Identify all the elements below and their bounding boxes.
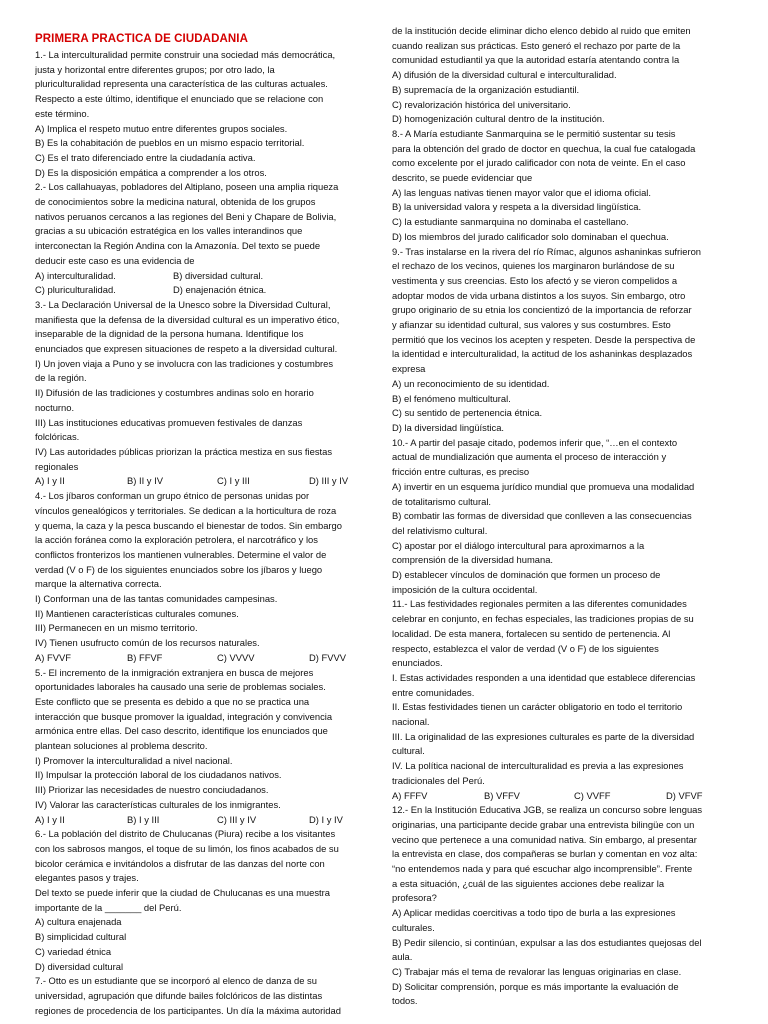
text-line: manifiesta que la defensa de la diversidad cultural es un imperativo ético, (35, 313, 340, 325)
text-line: para la obtención del grado de doctor en quechua, la cual fue catalogada (392, 142, 696, 154)
text-line: 7.- Otto es un estudiante que se incorporó al elenco de danza de su (35, 975, 317, 987)
text-line: D) los miembros del jurado calificador solo dominaban el quechua. (392, 230, 669, 242)
text-line: nativos peruanos cercanos a las regiones del Beni y Chapare de Bolivia, (35, 210, 337, 222)
answer-options-row (35, 651, 391, 666)
text-line: enunciados que expresen situaciones de respeto a la diversidad cultural. (35, 343, 338, 355)
text-line: enunciados. (392, 657, 443, 669)
text-line: 11.- Las festividades regionales permiten a las diferentes comunidades (392, 598, 687, 610)
text-line: B) Pedir silencio, si continúan, expulsar a las dos estudiantes quejosas del (392, 936, 702, 948)
answer-options-row (392, 789, 748, 804)
text-line: II) Impulsar la protección laboral de los ciudadanos nativos. (35, 769, 282, 781)
text-line: permitió que los vecinos los acepten y respeten. Desde la perspectiva de (392, 333, 696, 345)
text-line: celebrar en conjunto, en fechas especiales, las tradiciones propias de su (392, 613, 694, 625)
text-line: actual de mundialización que aumenta el proceso de interacción y (392, 451, 667, 463)
text-line: C) la estudiante sanmarquina no dominaba el castellano. (392, 216, 629, 228)
text-line: nocturno. (35, 401, 75, 413)
answer-option: D) VFVF (666, 789, 703, 801)
text-line: conflictos fronterizos los mantienen vulnerables. Determine el valor de (35, 548, 327, 560)
text-line: III) Las instituciones educativas promueven festivales de danzas (35, 416, 303, 428)
text-line: D) Solicitar comprensión, porque es más importante la evaluación de (392, 980, 679, 992)
text-line: I. Estas actividades responden a una identidad que establece diferencias (392, 671, 696, 683)
text-line: comprensión de la diversidad humana. (392, 554, 554, 566)
text-line: B) supremacía de la organización estudiantil. (392, 83, 580, 95)
text-line: A) difusión de la diversidad cultural e interculturalidad. (392, 69, 617, 81)
text-line: localidad. De esta manera, fortalecen su sentido de pertenencia. Al (392, 627, 671, 639)
text-line: C) apostar por el diálogo intercultural para aproximarnos a la (392, 539, 645, 551)
text-line: B) combatir las formas de diversidad que conlleven a las consecuencias (392, 510, 692, 522)
text-line: 6.- La población del distrito de Chulucanas (Piura) recibe a los visitantes (35, 828, 336, 840)
answer-option: D) III y IV (309, 475, 349, 487)
text-line: A) Implica el respeto mutuo entre diferentes grupos sociales. (35, 122, 288, 134)
text-line: B) Es la cohabitación de pueblos en un mismo espacio territorial. (35, 137, 305, 149)
text-line: Este conflicto que se presenta es debido a que no se practica una (35, 695, 310, 707)
text-line: aula. (392, 951, 413, 963)
text-line: vínculos genealógicos y territoriales. Se dedican a la horticultura de roza (35, 504, 337, 516)
text-line: C) variedad étnica (35, 945, 112, 957)
answer-option: A) I y II (35, 475, 65, 487)
text-line: expresa (392, 363, 426, 375)
text-line: A) un reconocimiento de su identidad. (392, 377, 550, 389)
answer-option: C) VVFF (574, 789, 611, 801)
text-line: cuando realizan sus prácticas. Esto generó el rechazo por parte de la (392, 39, 681, 51)
text-line: II. Estas festividades tienen un carácter obligatorio en todo el territorio (392, 701, 683, 713)
text-line: A) invertir en un esquema jurídico mundial que promueva una modalidad (392, 480, 695, 492)
answer-options-row (35, 474, 391, 489)
text-line: D) Es la disposición empática a comprender a los otros. (35, 166, 267, 178)
text-line: comunidad estudiantil ya que la autoridad estaría atentando contra la (392, 54, 680, 66)
text-line: tradicionales del Perú. (392, 774, 485, 786)
text-line: C) revalorización histórica del universitario. (392, 98, 571, 110)
text-line: a esta situación, ¿cuál de las siguientes acciones debe realizar la (392, 877, 665, 889)
left-column-text (35, 48, 391, 1018)
text-line: 3.- La Declaración Universal de la Unesco sobre la Diversidad Cultural, (35, 298, 331, 310)
text-line: de la región. (35, 372, 87, 384)
text-line: imposición de la cultura occidental. (392, 583, 538, 595)
right-column (392, 24, 748, 1009)
text-line: I) Un joven viaja a Puno y se involucra con las tradiciones y costumbres (35, 357, 334, 369)
text-line: pluriculturalidad representa una característica de las culturas actuales. (35, 78, 328, 90)
text-line: grupo originario de su etnia los concientizó de la importancia de reforzar (392, 304, 692, 316)
answer-option: C) VVVV (217, 651, 255, 663)
text-line: y afianzar su identidad cultural, sus valores y sus costumbres. Esto (392, 319, 671, 331)
text-line: como excelente por el jurado calificador con nota de veinte. En el caso (392, 157, 686, 169)
text-line: vestimenta y sus creencias. Esto los afectó y se vieron compelidos a (392, 274, 678, 286)
text-line: armónica entre ellas. Del caso descrito, identifique los enunciados que (35, 725, 328, 737)
text-line: interconectan la Región Andina con la Amazonía. Del texto se puede (35, 240, 321, 252)
text-line: 10.- A partir del pasaje citado, podemos inferir que, “…en el contexto (392, 436, 678, 448)
text-line: entre comunidades. (392, 686, 475, 698)
text-line: justa y horizontal entre diferentes grupos; por otro lado, la (35, 63, 275, 75)
text-line: respecto, establezca el valor de verdad (V o F) de los siguientes (392, 642, 659, 654)
answer-option: B) FFVF (127, 651, 163, 663)
text-line: 8.- A María estudiante Sanmarquina se le permitió sustentar su tesis (392, 127, 676, 139)
text-line: elegantes pasos y trajes. (35, 872, 139, 884)
text-line: 5.- El incremento de la inmigración extranjera en busca de mejores (35, 666, 314, 678)
text-line: de la institución decide eliminar dicho elenco debido al ruido que emiten (392, 25, 691, 36)
text-line: universidad, agrupación que difunde bailes folclóricos de las distintas (35, 990, 323, 1001)
text-line: nacional. (392, 716, 430, 728)
text-line: III) Permanecen en un mismo territorio. (35, 622, 198, 634)
text-line: plantean soluciones al problema descrito. (35, 740, 208, 752)
text-line: cultural. (392, 745, 425, 757)
text-line: III. La originalidad de las expresiones culturales es parte de la diversidad (392, 730, 695, 742)
text-line: culturales. (392, 921, 435, 933)
text-line: regionales (35, 460, 79, 472)
text-line: el rechazo de los vecinos, quienes los marginaron burlándose de su (392, 260, 675, 272)
answer-option: C) pluriculturalidad. (35, 284, 116, 296)
answer-option: D) enajenación étnica. (173, 284, 267, 296)
text-line: del relativismo cultural. (392, 524, 488, 536)
left-column (35, 32, 391, 1018)
text-line: “no entendemos nada y para qué escuchar algo incomprensible”. Frente (392, 863, 693, 875)
answer-option: C) I y III (217, 475, 250, 487)
text-line: IV) Las autoridades públicas priorizan la práctica mestiza en sus fiestas (35, 445, 333, 457)
text-line: todos. (392, 995, 418, 1007)
text-line: D) diversidad cultural (35, 960, 124, 972)
text-line: la entrevista en clase, dos compañeras se burlan y comentan en voz alta: (392, 848, 698, 860)
text-line: A) las lenguas nativas tienen mayor valor que el idioma oficial. (392, 186, 651, 198)
text-line: C) Es el trato diferenciado entre la ciudadanía activa. (35, 151, 256, 163)
answer-option: A) interculturalidad. (35, 269, 116, 281)
answer-option: D) FVVV (309, 651, 346, 663)
text-line: IV. La política nacional de interculturalidad es previa a las expresiones (392, 760, 684, 772)
answer-option: B) VFFV (484, 789, 520, 801)
text-line: este término. (35, 107, 90, 119)
text-line: I) Promover la interculturalidad a nivel nacional. (35, 754, 233, 766)
answer-options-row (35, 283, 391, 298)
text-line: C) Trabajar más el tema de revalorar las lenguas originarias en clase. (392, 966, 682, 977)
text-line: profesora? (392, 892, 437, 904)
text-line: B) simplicidad cultural (35, 931, 127, 943)
text-line: y quema, la caza y la pesca buscando el bienestar de todos. Sin embargo (35, 519, 342, 531)
text-line: fricción entre culturas, es preciso (392, 466, 530, 478)
text-line: de totalitarismo cultural. (392, 495, 492, 507)
text-line: D) homogenización cultural dentro de la institución. (392, 113, 605, 125)
text-line: vecino que pertenece a una comunidad nativa. Sin embargo, al presentar (392, 833, 697, 845)
text-line: deducir este caso es una evidencia de (35, 254, 195, 266)
page-title: PRIMERA PRACTICA DE CIUDADANIA (35, 33, 248, 45)
text-line: Respecto a este último, identifique el enunciado que se relacione con (35, 93, 324, 105)
answer-options-row (35, 269, 391, 284)
text-line: I) Conforman una de las tantas comunidades campesinas. (35, 593, 278, 605)
text-line: con los sabrosos mangos, el toque de su limón, los finos acabados de su (35, 842, 339, 854)
text-line: IV) Tienen usufructo común de los recursos naturales. (35, 637, 260, 649)
text-line: inseparable de la dignidad de la persona humana. Identifique los (35, 328, 304, 340)
answer-option: C) III y IV (217, 813, 257, 825)
text-line: 4.- Los jíbaros conforman un grupo étnico de personas unidas por (35, 490, 310, 502)
text-line: verdad (V o F) de los siguientes enunciados sobre los jíbaros y luego (35, 563, 323, 575)
text-line: bicolor cerámica e invitándolos a disfrutar de las danzas del norte con (35, 857, 325, 869)
text-line: 2.- Los callahuayas, pobladores del Altiplano, poseen una amplia riqueza (35, 181, 339, 193)
text-line: la identidad e interculturalidad, la actitud de los ashaninkas desplazados (392, 348, 693, 360)
text-line: 1.- La interculturalidad permite construir una sociedad más democrática, (35, 49, 336, 60)
text-line: marque la alternativa correcta. (35, 578, 162, 590)
text-line: oportunidades laborales ha causado una serie de problemas sociales. (35, 681, 326, 693)
text-line: IV) Valorar las características culturales de los inmigrantes. (35, 798, 281, 810)
answer-option: D) I y IV (309, 813, 343, 825)
right-column-text (392, 24, 748, 1009)
text-line: B) el fenómeno multicultural. (392, 392, 511, 404)
answer-option: A) I y II (35, 813, 65, 825)
text-line: de conocimientos sobre la medicina natural, obtenida de los grupos (35, 196, 316, 208)
text-line: Del texto se puede inferir que la ciudad de Chulucanas es una muestra (35, 887, 330, 899)
text-line: la acción foránea como la exploración petrolera, el narcotráfico y los (35, 534, 318, 546)
answer-option: B) II y IV (127, 475, 163, 487)
answer-options-row (35, 813, 391, 828)
text-line: folclóricas. (35, 431, 80, 443)
text-line: importante de la _______ del Perú. (35, 901, 182, 913)
text-line: C) su sentido de pertenencia étnica. (392, 407, 543, 419)
text-line: A) Aplicar medidas coercitivas a todo tipo de burla a las expresiones (392, 907, 676, 919)
text-line: B) la universidad valora y respeta a la diversidad lingüística. (392, 201, 642, 213)
answer-option: A) FVVF (35, 651, 71, 663)
text-line: D) la diversidad lingüística. (392, 421, 505, 433)
answer-option: B) I y III (127, 813, 160, 825)
text-line: descrito, se puede evidenciar que (392, 172, 533, 184)
text-line: II) Difusión de las tradiciones y costumbres andinas solo en horario (35, 387, 314, 399)
text-line: D) establecer vínculos de dominación que formen un proceso de (392, 569, 661, 581)
text-line: 12.- En la Institución Educativa JGB, se realiza un concurso sobre lenguas (392, 804, 703, 816)
text-line: gracias a su ubicación estratégica en los valles interandinos que (35, 225, 303, 237)
text-line: III) Priorizar las necesidades de nuestro conciudadanos. (35, 784, 269, 796)
answer-option: B) diversidad cultural. (173, 269, 264, 281)
text-line: originarias, una participante decide grabar una entrevista bilingüe con un (392, 818, 695, 830)
text-line: 9.- Tras instalarse en la rivera del río Rímac, algunos ashaninkas sufrieron (392, 245, 701, 257)
answer-option: A) FFFV (392, 789, 428, 801)
text-line: II) Mantienen características culturales comunes. (35, 607, 239, 619)
text-line: regiones de procedencia de los participantes. Un día la máxima autoridad (35, 1004, 341, 1016)
text-line: interacción que busque promover la igualdad, integración y convivencia (35, 710, 333, 722)
text-line: A) cultura enajenada (35, 916, 122, 928)
text-line: adoptar modos de vida urbana distintos a los suyos. Sin embargo, otro (392, 289, 686, 301)
